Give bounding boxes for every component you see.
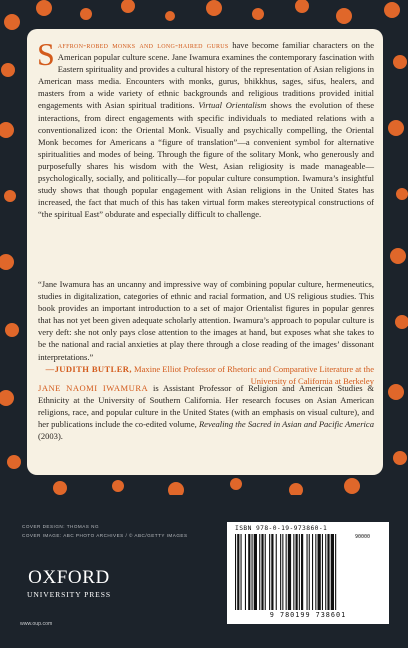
decorative-dot xyxy=(388,384,404,400)
bio-text: is Assistant Professor of Religion and American Studies & Ethnicity at the University of Southern California. Her research focuses on Asian American religions, race, and popular culture in the United States (with an emphasis on visual culture), and her publications include the co-edited volume, xyxy=(38,383,374,430)
decorative-dot xyxy=(395,315,408,329)
decorative-dot xyxy=(36,0,52,16)
barcode-bar xyxy=(254,534,257,610)
book-title-italic: Virtual Orientalism xyxy=(198,100,267,111)
publisher-logo-sub: UNIVERSITY PRESS xyxy=(27,590,111,599)
barcode-bar xyxy=(261,534,263,610)
decorative-dot xyxy=(384,2,400,18)
barcode-bar xyxy=(269,534,270,610)
description-body-1: have become familiar characters on the American popular culture scene. Jane Iwamura examines the contemporary fascination with Eastern spirituality and provides a cultural history of the representation of Asian religions in American mass media. Encounters with monks, gurus, bhikkhus, sages, sifus, healers, and masters from a wide variety of ethnic backgrounds and religious traditions provided initial engagements with Asian spiritual traditions. xyxy=(38,40,374,111)
quote-author: —JUDITH BUTLER, xyxy=(45,363,132,374)
barcode-bar xyxy=(276,534,277,610)
barcode-bar xyxy=(288,534,291,610)
barcode-bars xyxy=(235,534,383,610)
barcode-bar xyxy=(259,534,260,610)
decorative-dot xyxy=(1,63,15,77)
decorative-dot xyxy=(396,188,408,200)
barcode-bar xyxy=(237,534,239,610)
decorative-dot xyxy=(80,8,92,20)
author-bio xyxy=(38,382,374,442)
barcode-bar xyxy=(280,534,281,610)
barcode-bar xyxy=(271,534,273,610)
publisher-logo: OXFORD xyxy=(28,567,110,588)
decorative-dot xyxy=(4,14,20,30)
decorative-dot xyxy=(53,481,67,495)
decorative-dot xyxy=(4,190,16,202)
quote-affiliation: Maxine Elliot Professor of Rhetoric and Comparative Literature at the University of California at Berkeley xyxy=(131,363,374,386)
description-lead: affron-robed monks and long-haired gurus xyxy=(57,40,229,50)
decorative-dot xyxy=(7,455,21,469)
barcode-bar xyxy=(322,534,323,610)
decorative-dot xyxy=(0,254,14,270)
bio-book-title: Revealing the Sacred in Asian and Pacific America xyxy=(198,419,374,430)
cover-design-credit: COVER DESIGN: THOMAS NG xyxy=(22,524,100,529)
barcode-bar xyxy=(282,534,283,610)
barcode-bar xyxy=(296,534,298,610)
barcode-bar xyxy=(293,534,294,610)
decorative-dot xyxy=(206,0,222,16)
barcode-bar xyxy=(265,534,266,610)
barcode-bar xyxy=(327,534,329,610)
barcode-bar xyxy=(286,534,287,610)
decorative-dot xyxy=(112,480,124,492)
decorative-dot xyxy=(5,323,19,337)
barcode-bar xyxy=(331,534,334,610)
decorative-dot xyxy=(0,390,14,406)
decorative-dot xyxy=(295,0,309,13)
decorative-dot xyxy=(393,55,407,69)
book-description xyxy=(37,36,374,220)
decorative-dot xyxy=(393,451,407,465)
decorative-dot xyxy=(289,483,303,495)
author-name: JANE NAOMI IWAMURA xyxy=(38,383,149,393)
quote-text: “Jane Iwamura has an uncanny and impressive way of combining popular culture, hermeneutics, studies in digitalization, categories of ethnic and racial formation, and US religious studies. This book provides an important introduction to a set of major Orientalist figures in popular genres that has not yet been given adequate scholarly attention. Iwamura’s approach to popular culture is very deft: she not only pays close attention to the images at hand, but exposes what she takes to be the national and racial anxieties at play there through a close reading of the images’ dissonant interpretations.” xyxy=(38,279,374,362)
decorative-dot xyxy=(252,8,264,20)
decorative-dot xyxy=(121,0,135,13)
barcode-bar xyxy=(245,534,246,610)
bio-text-end: (2003). xyxy=(38,431,63,442)
barcode-bar xyxy=(252,534,253,610)
decorative-dot xyxy=(0,122,14,138)
decorative-dot xyxy=(336,8,352,24)
barcode-bar xyxy=(315,534,316,610)
drop-cap: S xyxy=(37,36,55,72)
isbn-number: 9 780199 738601 xyxy=(269,611,347,619)
price-code: 90000 xyxy=(355,534,371,540)
cover-image-credit: COVER IMAGE: ABC PHOTO ARCHIVES / © ABC/GETTY IMAGES xyxy=(22,533,188,538)
barcode-bar xyxy=(318,534,321,610)
endorsement-quote xyxy=(38,278,374,387)
barcode-bar xyxy=(309,534,310,610)
publisher-url: www.oup.com xyxy=(20,621,53,627)
barcode-bar xyxy=(248,534,250,610)
description-body-2: shows the evolution of these interactions, from direct engagements with specific individuals to mediated relations with a conventionalized icon: the Oriental Monk. Visually and psychically compelling, the Oriental Monk becomes for Americans a “figure of translation”—a convenient symbol for alternative spiritualities and modes of being. Through the figure of the solitary Monk, who generously and purposefully shares his wisdom with the West, Asian religiosity is made manageable—psychologically, socially, and politically—for popular culture consumption. Iwamura’s insightful study shows that though popular engagement with Asian religions in the United States has increased, the fact that much of this has taken virtual form makes stereotypical constructions of “the spiritual East” obdurate and especially difficult to challenge. xyxy=(38,100,374,220)
barcode-bar xyxy=(312,534,313,610)
decorative-dot xyxy=(388,120,404,136)
barcode-bar xyxy=(241,534,242,610)
decorative-dot xyxy=(344,478,360,494)
barcode-bar xyxy=(301,534,303,610)
barcode-bar xyxy=(335,534,336,610)
decorative-dot xyxy=(165,11,175,21)
barcode-bar xyxy=(299,534,300,610)
barcode-bar xyxy=(307,534,308,610)
decorative-dot xyxy=(168,482,184,495)
isbn-label: ISBN 978-0-19-973860-1 xyxy=(235,525,328,532)
barcode xyxy=(227,522,389,624)
decorative-dot xyxy=(230,478,242,490)
decorative-dot xyxy=(390,248,406,264)
barcode-bar xyxy=(235,534,236,610)
barcode-bar xyxy=(325,534,326,610)
